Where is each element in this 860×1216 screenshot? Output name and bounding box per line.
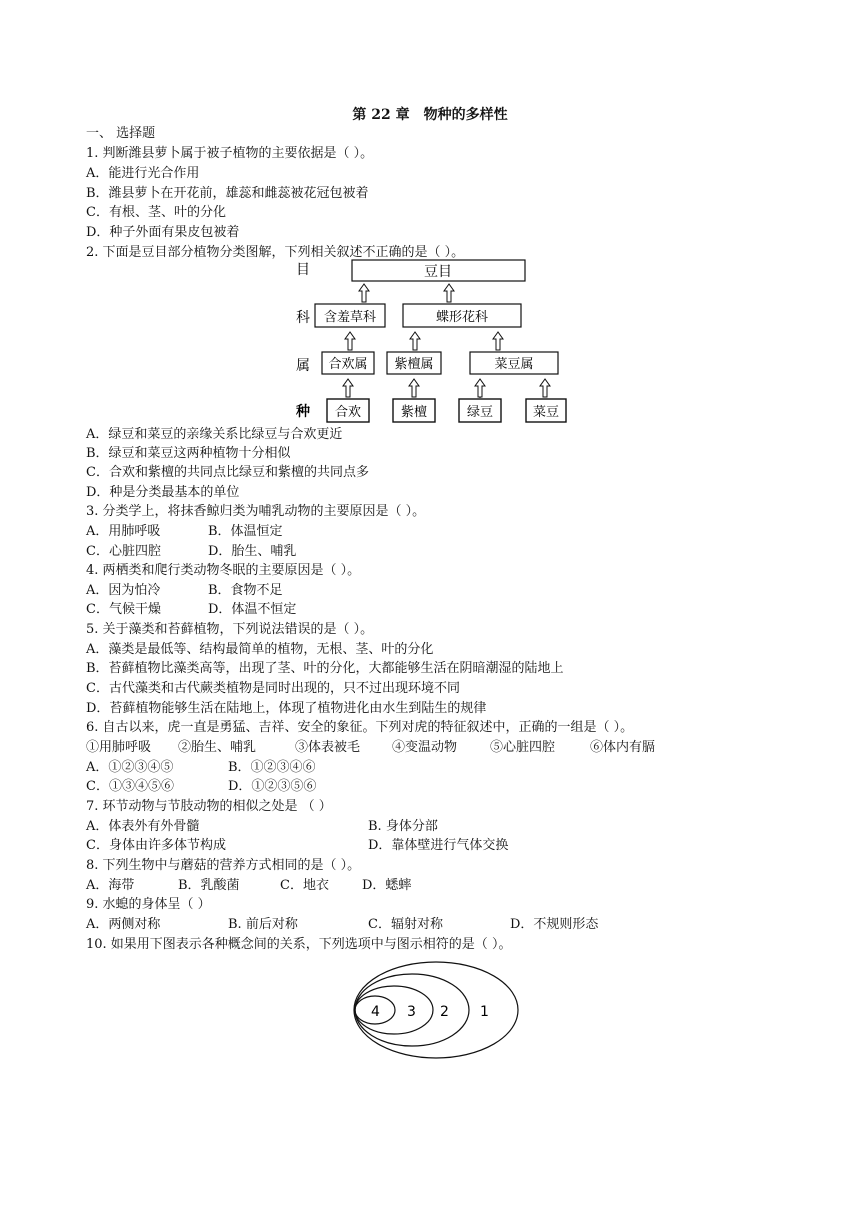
question-9-option-d: D．不规则形态 xyxy=(510,917,599,932)
question-5-stem: 5. 关于藻类和苔藓植物，下列说法错误的是（ ）。 xyxy=(86,622,374,637)
question-6-option-a: A．①②③④⑤ xyxy=(86,760,174,775)
question-7-option-b: B. 身体分部 xyxy=(368,819,438,834)
question-9-option-a: A．两侧对称 xyxy=(86,917,161,932)
question-6-item: ②胎生、哺乳 xyxy=(178,740,257,755)
question-5-option-a: A．藻类是最低等、结构最简单的植物，无根、茎、叶的分化 xyxy=(86,642,434,657)
genus-label-1: 合欢属 xyxy=(328,357,368,372)
arrow-icon xyxy=(345,332,355,350)
question-1-option-a: A．能进行光合作用 xyxy=(86,166,200,181)
question-6-stem: 6. 自古以来，虎一直是勇猛、吉祥、安全的象征。下列对虎的特征叙述中，正确的一组是（ ）。 xyxy=(86,720,634,735)
question-3-option-d: D．胎生、哺乳 xyxy=(208,544,297,559)
question-9-option-c: C．辐射对称 xyxy=(368,917,443,932)
plant-classification-diagram xyxy=(290,258,570,428)
rank-genus-label: 属 xyxy=(296,358,310,374)
question-6-option-b: B．①②③④⑥ xyxy=(228,760,316,775)
question-7-option-a: A．体表外有外骨髓 xyxy=(86,819,200,834)
arrow-icon xyxy=(493,332,503,350)
arrow-icon xyxy=(359,284,369,302)
question-8-option-b: B．乳酸菌 xyxy=(178,878,240,893)
question-9-stem: 9. 水螅的身体呈（ ） xyxy=(86,897,211,912)
ellipse-label-2: 2 xyxy=(440,1004,449,1020)
arrow-icon xyxy=(444,284,454,302)
question-10-stem: 10. 如果用下图表示各种概念间的关系，下列选项中与图示相符的是（ ）。 xyxy=(86,937,512,952)
question-5-option-c: C．古代藻类和古代蕨类植物是同时出现的，只不过出现环境不同 xyxy=(86,681,460,696)
question-3-option-c: C．心脏四腔 xyxy=(86,544,161,559)
question-8-option-a: A．海带 xyxy=(86,878,135,893)
arrow-icon xyxy=(409,379,419,397)
species-label-1: 合欢 xyxy=(334,405,362,420)
rank-family-label: 科 xyxy=(296,310,310,326)
section-heading: 一、 选择题 xyxy=(86,126,156,141)
species-label-2: 紫檀 xyxy=(400,405,428,420)
page-title: 第 22 章 物种的多样性 xyxy=(352,107,508,123)
question-2-option-d: D．种是分类最基本的单位 xyxy=(86,485,240,500)
question-4-option-d: D．体温不恒定 xyxy=(208,602,297,617)
question-1-option-c: C．有根、茎、叶的分化 xyxy=(86,205,226,220)
family-label-1: 含羞草科 xyxy=(323,310,377,325)
question-8-option-d: D．蟋蟀 xyxy=(362,878,412,893)
genus-label-2: 紫檀属 xyxy=(394,357,434,372)
question-3-option-b: B．体温恒定 xyxy=(208,524,283,539)
rank-species-label: 种 xyxy=(296,404,310,420)
ellipse-label-3: 3 xyxy=(407,1004,416,1020)
species-label-4: 菜豆 xyxy=(532,405,560,420)
question-4-option-b: B．食物不足 xyxy=(208,583,283,598)
arrow-icon xyxy=(540,379,550,397)
question-3-option-a: A．用肺呼吸 xyxy=(86,524,161,539)
question-6-item: ④变温动物 xyxy=(392,740,458,755)
ellipse-label-4: 4 xyxy=(371,1004,380,1020)
arrow-icon xyxy=(343,379,353,397)
question-1-option-b: B．潍县萝卜在开花前，雄蕊和雌蕊被花冠包被着 xyxy=(86,186,369,201)
question-6-option-d: D．①②③⑤⑥ xyxy=(228,779,317,794)
ellipse-3 xyxy=(355,986,433,1034)
genus-label-3: 菜豆属 xyxy=(494,357,534,372)
question-6-item: ⑥体内有膈 xyxy=(590,740,656,755)
ellipse-label-1: 1 xyxy=(480,1004,489,1020)
question-7-option-c: C．身体由许多体节构成 xyxy=(86,838,226,853)
order-label: 豆目 xyxy=(424,264,452,280)
arrow-icon xyxy=(475,379,485,397)
arrow-icon xyxy=(410,332,420,350)
species-label-3: 绿豆 xyxy=(466,405,494,420)
question-4-option-a: A．因为怕冷 xyxy=(86,583,161,598)
question-4-stem: 4. 两栖类和爬行类动物冬眠的主要原因是（ ）。 xyxy=(86,563,361,578)
question-1-stem: 1. 判断潍县萝卜属于被子植物的主要依据是（ ）。 xyxy=(86,146,374,161)
nested-ellipses-diagram xyxy=(352,960,522,1070)
question-6-item: ⑤心脏四腔 xyxy=(490,740,556,755)
question-8-option-c: C．地衣 xyxy=(280,878,329,893)
question-1-option-d: D．种子外面有果皮包被着 xyxy=(86,225,240,240)
question-6-item: ①用肺呼吸 xyxy=(86,740,152,755)
rank-order-label: 目 xyxy=(296,262,310,278)
question-2-option-b: B．绿豆和菜豆这两种植物十分相似 xyxy=(86,446,291,461)
question-4-option-c: C．气候干燥 xyxy=(86,602,161,617)
question-2-stem: 2. 下面是豆目部分植物分类图解，下列相关叙述不正确的是（ ）。 xyxy=(86,245,465,260)
question-6-option-c: C．①③④⑤⑥ xyxy=(86,779,174,794)
question-2-option-a: A．绿豆和菜豆的亲缘关系比绿豆与合欢更近 xyxy=(86,427,343,442)
question-7-stem: 7. 环节动物与节肢动物的相似之处是 （ ） xyxy=(86,799,332,814)
question-8-stem: 8. 下列生物中与蘑菇的营养方式相同的是（ ）。 xyxy=(86,858,361,873)
question-9-option-b: B. 前后对称 xyxy=(228,917,298,932)
question-6-item: ③体表被毛 xyxy=(295,740,361,755)
question-3-stem: 3. 分类学上，将抹香鲸归类为哺乳动物的主要原因是（ ）。 xyxy=(86,504,426,519)
family-label-2: 蝶形花科 xyxy=(435,310,489,325)
question-7-option-d: D．靠体壁进行气体交换 xyxy=(368,838,509,853)
question-5-option-b: B．苔藓植物比藻类高等，出现了茎、叶的分化，大都能够生活在阴暗潮湿的陆地上 xyxy=(86,661,564,676)
question-5-option-d: D．苔藓植物能够生活在陆地上，体现了植物进化由水生到陆生的规律 xyxy=(86,701,487,716)
question-2-option-c: C．合欢和紫檀的共同点比绿豆和紫檀的共同点多 xyxy=(86,465,369,480)
